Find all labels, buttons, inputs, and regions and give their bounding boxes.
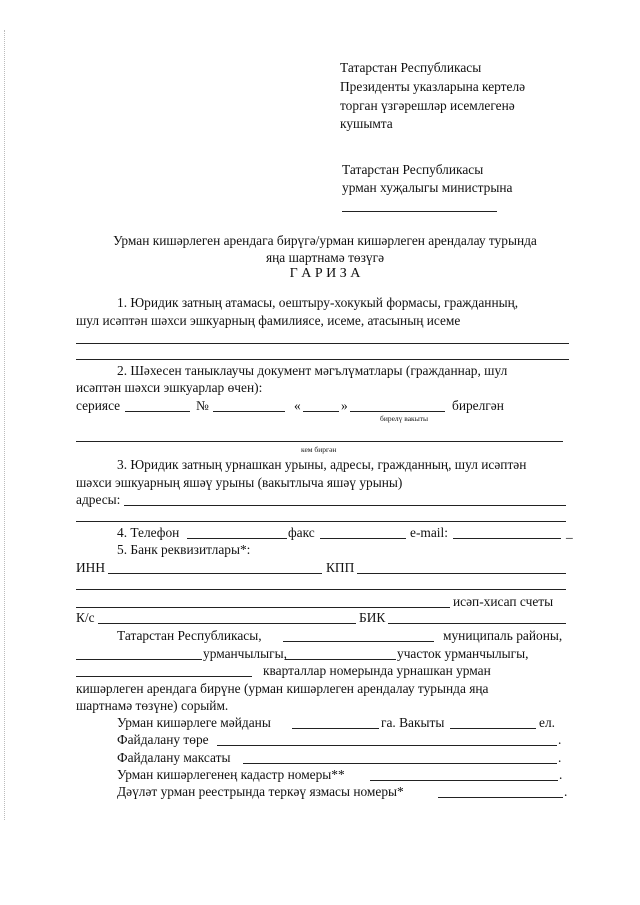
series-label: сериясе bbox=[76, 398, 121, 413]
applicant-name-field[interactable] bbox=[76, 343, 569, 344]
bik-field[interactable] bbox=[388, 623, 566, 624]
ministry-line: Татарстан Республикасы bbox=[342, 162, 484, 177]
kpp-field[interactable] bbox=[357, 573, 566, 574]
use-purpose-field[interactable] bbox=[243, 763, 557, 764]
bank-details-label: 5. Банк реквизитлары*: bbox=[117, 542, 251, 557]
ministry-line: урман хуҗалыгы министрына bbox=[342, 180, 513, 195]
cadastral-field[interactable] bbox=[370, 780, 558, 781]
email-field[interactable] bbox=[453, 538, 561, 539]
use-type-period: . bbox=[558, 732, 562, 747]
item1-text: шул исәптән шәхси эшкуарның фамилиясе, исеме, атасының исеме bbox=[76, 313, 461, 328]
document-subject: яңа шартнамә төзүгә bbox=[265, 250, 385, 265]
use-purpose-period: . bbox=[558, 750, 562, 765]
district-forestry-field[interactable] bbox=[285, 659, 396, 660]
request-text: кварталлар номерында урнашкан урман bbox=[263, 663, 491, 678]
ks-field[interactable] bbox=[98, 623, 356, 624]
issued-by-field[interactable] bbox=[76, 441, 563, 442]
account-label: исәп-хисап счеты bbox=[453, 594, 554, 609]
number-label: № bbox=[196, 398, 209, 413]
use-type-field[interactable] bbox=[217, 745, 557, 746]
date-quote-close: » bbox=[341, 398, 348, 413]
area-unit-label: га. Вакыты bbox=[381, 715, 445, 730]
date-quote-open: « bbox=[294, 398, 301, 413]
registry-label: Дәүләт урман реестрында теркәү язмасы номеры* bbox=[117, 784, 404, 799]
request-text: кишәрлеген арендага бирүне (урман кишәрлеген арендалау турында яңа bbox=[76, 681, 489, 696]
forestry-label: урманчылыгы, bbox=[203, 646, 287, 661]
term-field[interactable] bbox=[450, 728, 536, 729]
use-type-label: Файдалану төре bbox=[117, 732, 209, 747]
cadastral-period: . bbox=[559, 767, 563, 782]
forestry-field[interactable] bbox=[76, 659, 202, 660]
kpp-label: КПП bbox=[326, 560, 355, 575]
area-label: Урман кишәрлеге мәйданы bbox=[117, 715, 271, 730]
year-unit-label: ел. bbox=[539, 715, 555, 730]
republic-label: Татарстан Республикасы, bbox=[117, 628, 262, 643]
issued-by-caption: кем биргән bbox=[301, 445, 337, 454]
applicant-name-field[interactable] bbox=[76, 359, 569, 360]
phone-label: 4. Телефон bbox=[117, 525, 180, 540]
addressee-line: Президенты указларына кертелә bbox=[340, 79, 526, 94]
phone-field[interactable] bbox=[187, 538, 287, 539]
ks-label: К/с bbox=[76, 610, 95, 625]
request-text: шартнамә төзүне) сорыйм. bbox=[76, 698, 229, 713]
number-field[interactable] bbox=[213, 411, 285, 412]
item1-text: 1. Юридик затның атамасы, оештыру-хокукый формасы, гражданның, bbox=[117, 295, 519, 310]
address-field[interactable] bbox=[124, 505, 566, 506]
item2-text: исәптән шәхси эшкуарлар өчен): bbox=[76, 380, 263, 395]
issue-day-field[interactable] bbox=[303, 411, 339, 412]
registry-period: . bbox=[564, 784, 568, 799]
bik-label: БИК bbox=[359, 610, 386, 625]
issue-date-caption: бирелү вакыты bbox=[380, 414, 429, 423]
page-edge-dots bbox=[4, 30, 6, 820]
municipal-district-field[interactable] bbox=[283, 641, 434, 642]
email-end-mark: _ bbox=[566, 525, 573, 540]
fax-label: факс bbox=[288, 525, 315, 540]
document-heading: Г А Р И З А bbox=[289, 266, 361, 281]
address-field-2[interactable] bbox=[76, 521, 566, 522]
cadastral-label: Урман кишәрлегенең кадастр номеры** bbox=[117, 767, 345, 782]
series-field[interactable] bbox=[125, 411, 190, 412]
inn-field[interactable] bbox=[108, 573, 322, 574]
addressee-line: торган үзгәрешләр исемлегенә bbox=[340, 98, 515, 113]
item3-text: шәхси эшкуарның яшәү урыны (вакытлыча яшәү урыны) bbox=[76, 475, 403, 490]
registry-field[interactable] bbox=[438, 797, 563, 798]
address-label: адресы: bbox=[76, 492, 121, 507]
addressee-line: Татарстан Республикасы bbox=[340, 60, 482, 75]
minister-name-field[interactable] bbox=[342, 211, 497, 212]
district-forestry-label: участок урманчылыгы, bbox=[397, 646, 529, 661]
quarters-field[interactable] bbox=[76, 676, 252, 677]
email-label: e-mail: bbox=[410, 525, 448, 540]
fax-field[interactable] bbox=[320, 538, 406, 539]
account-field[interactable] bbox=[76, 607, 450, 608]
issued-label: бирелгән bbox=[452, 398, 504, 413]
item3-text: 3. Юридик затның урнашкан урыны, адресы, гражданның, шул исәптән bbox=[117, 457, 527, 472]
document-subject: Урман кишәрлеген арендага бирүгә/урман кишәрлеген арендалау турында bbox=[113, 233, 537, 248]
bank-name-field[interactable] bbox=[76, 589, 566, 590]
area-field[interactable] bbox=[292, 728, 379, 729]
item2-text: 2. Шәхесен таныклаучы документ мәгълүматлары (гражданнар, шул bbox=[117, 363, 508, 378]
addressee-line: кушымта bbox=[340, 116, 393, 131]
inn-label: ИНН bbox=[76, 560, 106, 575]
district-label: муниципаль районы, bbox=[443, 628, 563, 643]
use-purpose-label: Файдалану максаты bbox=[117, 750, 231, 765]
issue-month-year-field[interactable] bbox=[350, 411, 445, 412]
